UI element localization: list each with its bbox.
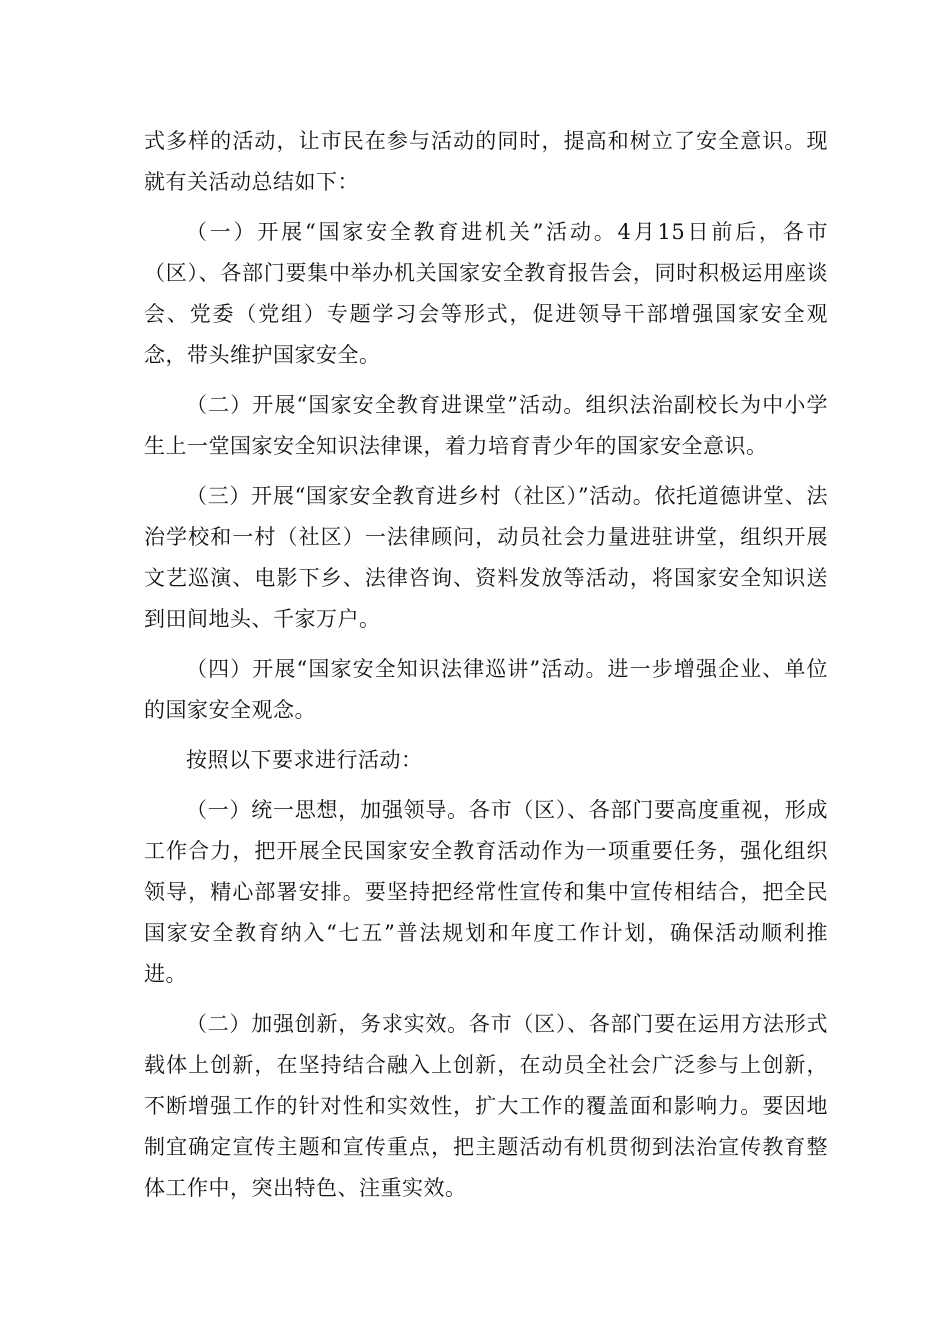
paragraph-activity-2: （二）开展“国家安全教育进课堂”活动。组织法治副校长为中小学生上一堂国家安全知识法律课，着力培育青少年的国家安全意识。 <box>144 393 828 458</box>
paragraph-activity-4: （四）开展“国家安全知识法律巡讲”活动。进一步增强企业、单位的国家安全观念。 <box>144 657 828 722</box>
document-body <box>144 121 828 1218</box>
paragraph-requirements-heading: 按照以下要求进行活动： <box>186 748 423 772</box>
paragraph-activity-1: （一）开展“国家安全教育进机关”活动。4月15日前后，各市（区）、各部门要集中举办机关国家安全教育报告会，同时积极运用座谈会、党委（党组）专题学习会等形式，促进领导干部增强国家安全观念，带头维护国家安全。 <box>144 220 828 367</box>
paragraph-activity-3: （三）开展“国家安全教育进乡村（社区）”活动。依托道德讲堂、法治学校和一村（社区）一法律顾问，动员社会力量进驻讲堂，组织开展文艺巡演、电影下乡、法律咨询、资料发放等活动，将国家安全知识送到田间地头、千家万户。 <box>144 484 828 631</box>
paragraph-requirement-1: （一）统一思想，加强领导。各市（区）、各部门要高度重视，形成工作合力，把开展全民国家安全教育活动作为一项重要任务，强化组织领导，精心部署安排。要坚持把经常性宣传和集中宣传相结合，把全民国家安全教育纳入“七五”普法规划和年度工作计划，确保活动顺利推进。 <box>144 798 828 986</box>
paragraph-requirement-2: （二）加强创新，务求实效。各市（区）、各部门要在运用方法形式载体上创新，在坚持结合融入上创新，在动员全社会广泛参与上创新，不断增强工作的针对性和实效性，扩大工作的覆盖面和影响力。要因地制宜确定宣传主题和宣传重点，把主题活动有机贯彻到法治宣传教育整体工作中，突出特色、注重实效。 <box>144 1012 828 1200</box>
paragraph-intro: 式多样的活动，让市民在参与活动的同时，提高和树立了安全意识。现就有关活动总结如下： <box>144 129 828 194</box>
